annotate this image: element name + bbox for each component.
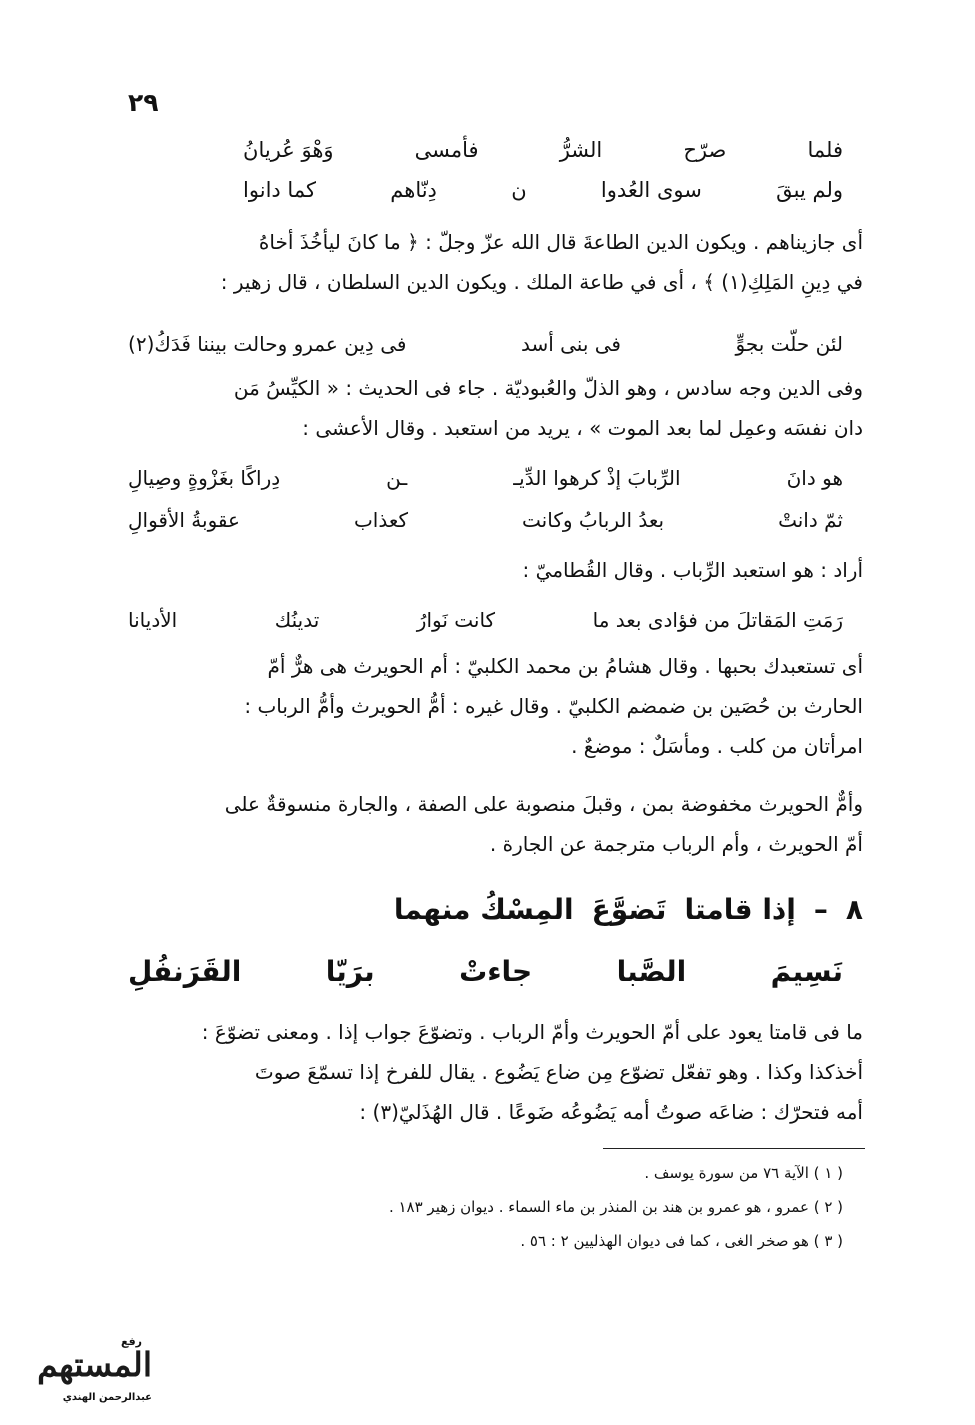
verse-word: نَسِيمَ — [770, 955, 843, 988]
text-line: أراد : هو استعبد الرِّباب . وقال القُطاميّ : — [522, 558, 863, 582]
text-line: دان نفسَه وعمِل لما بعد الموت » ، يريد من استعبد . وقال الأعشى : — [302, 416, 863, 440]
verse-word: المِسْكُ منهما — [393, 893, 574, 926]
verse-word: فلما — [807, 138, 843, 162]
text-line: في دِينِ المَلِكِ(١) ﴾ ، أى في طاعة الملك . ويكون الدين السلطان ، قال زهير : — [220, 270, 863, 294]
verse-dash: – — [813, 893, 828, 926]
verse-word: فى دِين عمرو وحالت بيننا فَدَكُ(٢) — [128, 332, 407, 356]
verse-word: كما دانوا — [243, 178, 316, 202]
verse-word: دِراكًا بغَزْوةٍ وصِيالِ — [128, 466, 281, 490]
heading-verse-line-2 — [128, 955, 843, 988]
text-line: أمّ الحويرث ، وأم الرباب مترجمة عن الجارة . — [489, 832, 863, 856]
verse-2 — [128, 324, 843, 364]
verse-word: فأمسى — [414, 138, 479, 162]
verse-word: سوى العُدوا — [600, 178, 702, 202]
paragraph-1 — [128, 222, 863, 302]
verse-word: صرّح — [683, 138, 727, 162]
logo-top-text: رفع — [120, 1335, 142, 1348]
verse-1-line-1 — [243, 132, 843, 168]
text-line: وأمٌّ الحويرث مخفوضة بمن ، وقبلَ منصوبة على الصفة ، والجارة منسوقةٌ على — [224, 792, 863, 816]
verse-word: ولم يبقَ — [776, 178, 843, 202]
paragraph-3 — [128, 550, 863, 590]
text-line: الحارث بن حُصَين بن ضمضم الكلبيّ . وقال غيره : أمُّ الحويرث وأمُّ الرباب : — [244, 694, 863, 718]
text-line: ما فى قامتا يعود على أمّ الحويرث وأمّ الرباب . وتضوّعَ جواب إذا . ومعنى تضوّعَ : — [201, 1020, 863, 1044]
text-line: وفى الدين وجه سادس ، وهو الذلّ والعُبوديّة . جاء فى الحديث : « الكيِّسُ مَن — [233, 376, 863, 400]
verse-3-line-1 — [128, 458, 843, 498]
verse-word: الأديانا — [128, 608, 178, 632]
verse-word: جاءتْ — [459, 955, 533, 988]
verse-number: ٨ — [845, 893, 863, 926]
verse-3-line-2 — [128, 500, 843, 540]
verse-word: هو دانَ — [786, 466, 843, 490]
verse-word: دِنّاهم — [390, 178, 437, 202]
paragraph-6 — [128, 1012, 863, 1132]
paragraph-4 — [128, 646, 863, 766]
text-line: أمه فتحرّك : ضاعَه صوتُ أمه يَضُوعُه ضَوعًا . قال الهُذَليّ(٣) : — [359, 1100, 863, 1124]
verse-word: الرِّبابَ إذْ كرهوا الدِّيـ — [513, 466, 681, 490]
verse-word: فى بنى أسد — [520, 332, 621, 356]
verse-word: إذا قامتا — [684, 893, 796, 926]
verse-word: كعذاب — [353, 508, 409, 532]
verse-word: الشرُّ — [559, 138, 603, 162]
logo-main-text: المستهم — [37, 1345, 152, 1384]
footnote-divider — [603, 1148, 865, 1149]
paragraph-2 — [128, 368, 863, 448]
heading-verse-line-1 — [128, 893, 863, 926]
verse-word: ـن — [386, 466, 408, 490]
verse-word: كانت نَوارُ — [416, 608, 496, 632]
publisher-logo — [10, 1335, 160, 1411]
verse-word: الصَّبا — [616, 955, 687, 988]
verse-4 — [128, 600, 843, 640]
verse-word: ن — [511, 178, 527, 202]
logo-sub-text: عبدالرحمن الهندي — [62, 1392, 152, 1403]
footnote-3: ( ٣ ) هو صخر الغى ، كما فى ديوان الهذليين ٢ : ٥٦ . — [520, 1232, 843, 1250]
verse-word: رَمَتِ المَقاتلَ من فؤادى بعد ما — [592, 608, 843, 632]
verse-word: القَرَنفُلِ — [128, 955, 242, 988]
verse-word: وَهْوَ عُريانُ — [243, 138, 334, 162]
text-line: أى تستعبدك بحبها . وقال هشامُ بن محمد الكلبيّ : أم الحويرث هى هرٌّ أمّ — [267, 654, 863, 678]
footnotes — [283, 1156, 843, 1258]
text-line: أى جازيناهم . ويكون الدين الطاعةَ قال الله عزّ وجلّ : ﴿ ما كانَ ليأخُذَ أخاهُ — [258, 230, 863, 254]
verse-word: ثمّ دانتْ — [778, 508, 843, 532]
footnote-1: ( ١ ) الآية ٧٦ من سورة يوسف . — [644, 1164, 843, 1182]
verse-word: عقوبةُ الأقوالِ — [128, 508, 240, 532]
page-number: ٢٩ — [128, 88, 159, 117]
verse-word: برَيّا — [325, 955, 375, 988]
verse-word: بعدُ الربابُ وكانت — [522, 508, 665, 532]
verse-word: لئن حلّت بجوٍّ — [735, 332, 843, 356]
footnote-2: ( ٢ ) عمرو ، هو عمرو بن هند بن المنذر بن ماء السماء . ديوان زهير ١٨٣ . — [388, 1198, 843, 1216]
paragraph-5 — [128, 784, 863, 864]
verse-1-line-2 — [243, 172, 843, 208]
text-line: امرأتان من كلب . ومأسَلٌ : موضعٌ . — [571, 734, 863, 758]
text-line: أخذكذا وكذا . وهو تفعّل تضوّع مِن ضاع يَضُوع . يقال للفرخ إذا تسمّعَ صوتَ — [254, 1060, 863, 1084]
verse-word: تَضوَّعَ — [591, 893, 667, 926]
verse-word: تدينُك — [274, 608, 320, 632]
